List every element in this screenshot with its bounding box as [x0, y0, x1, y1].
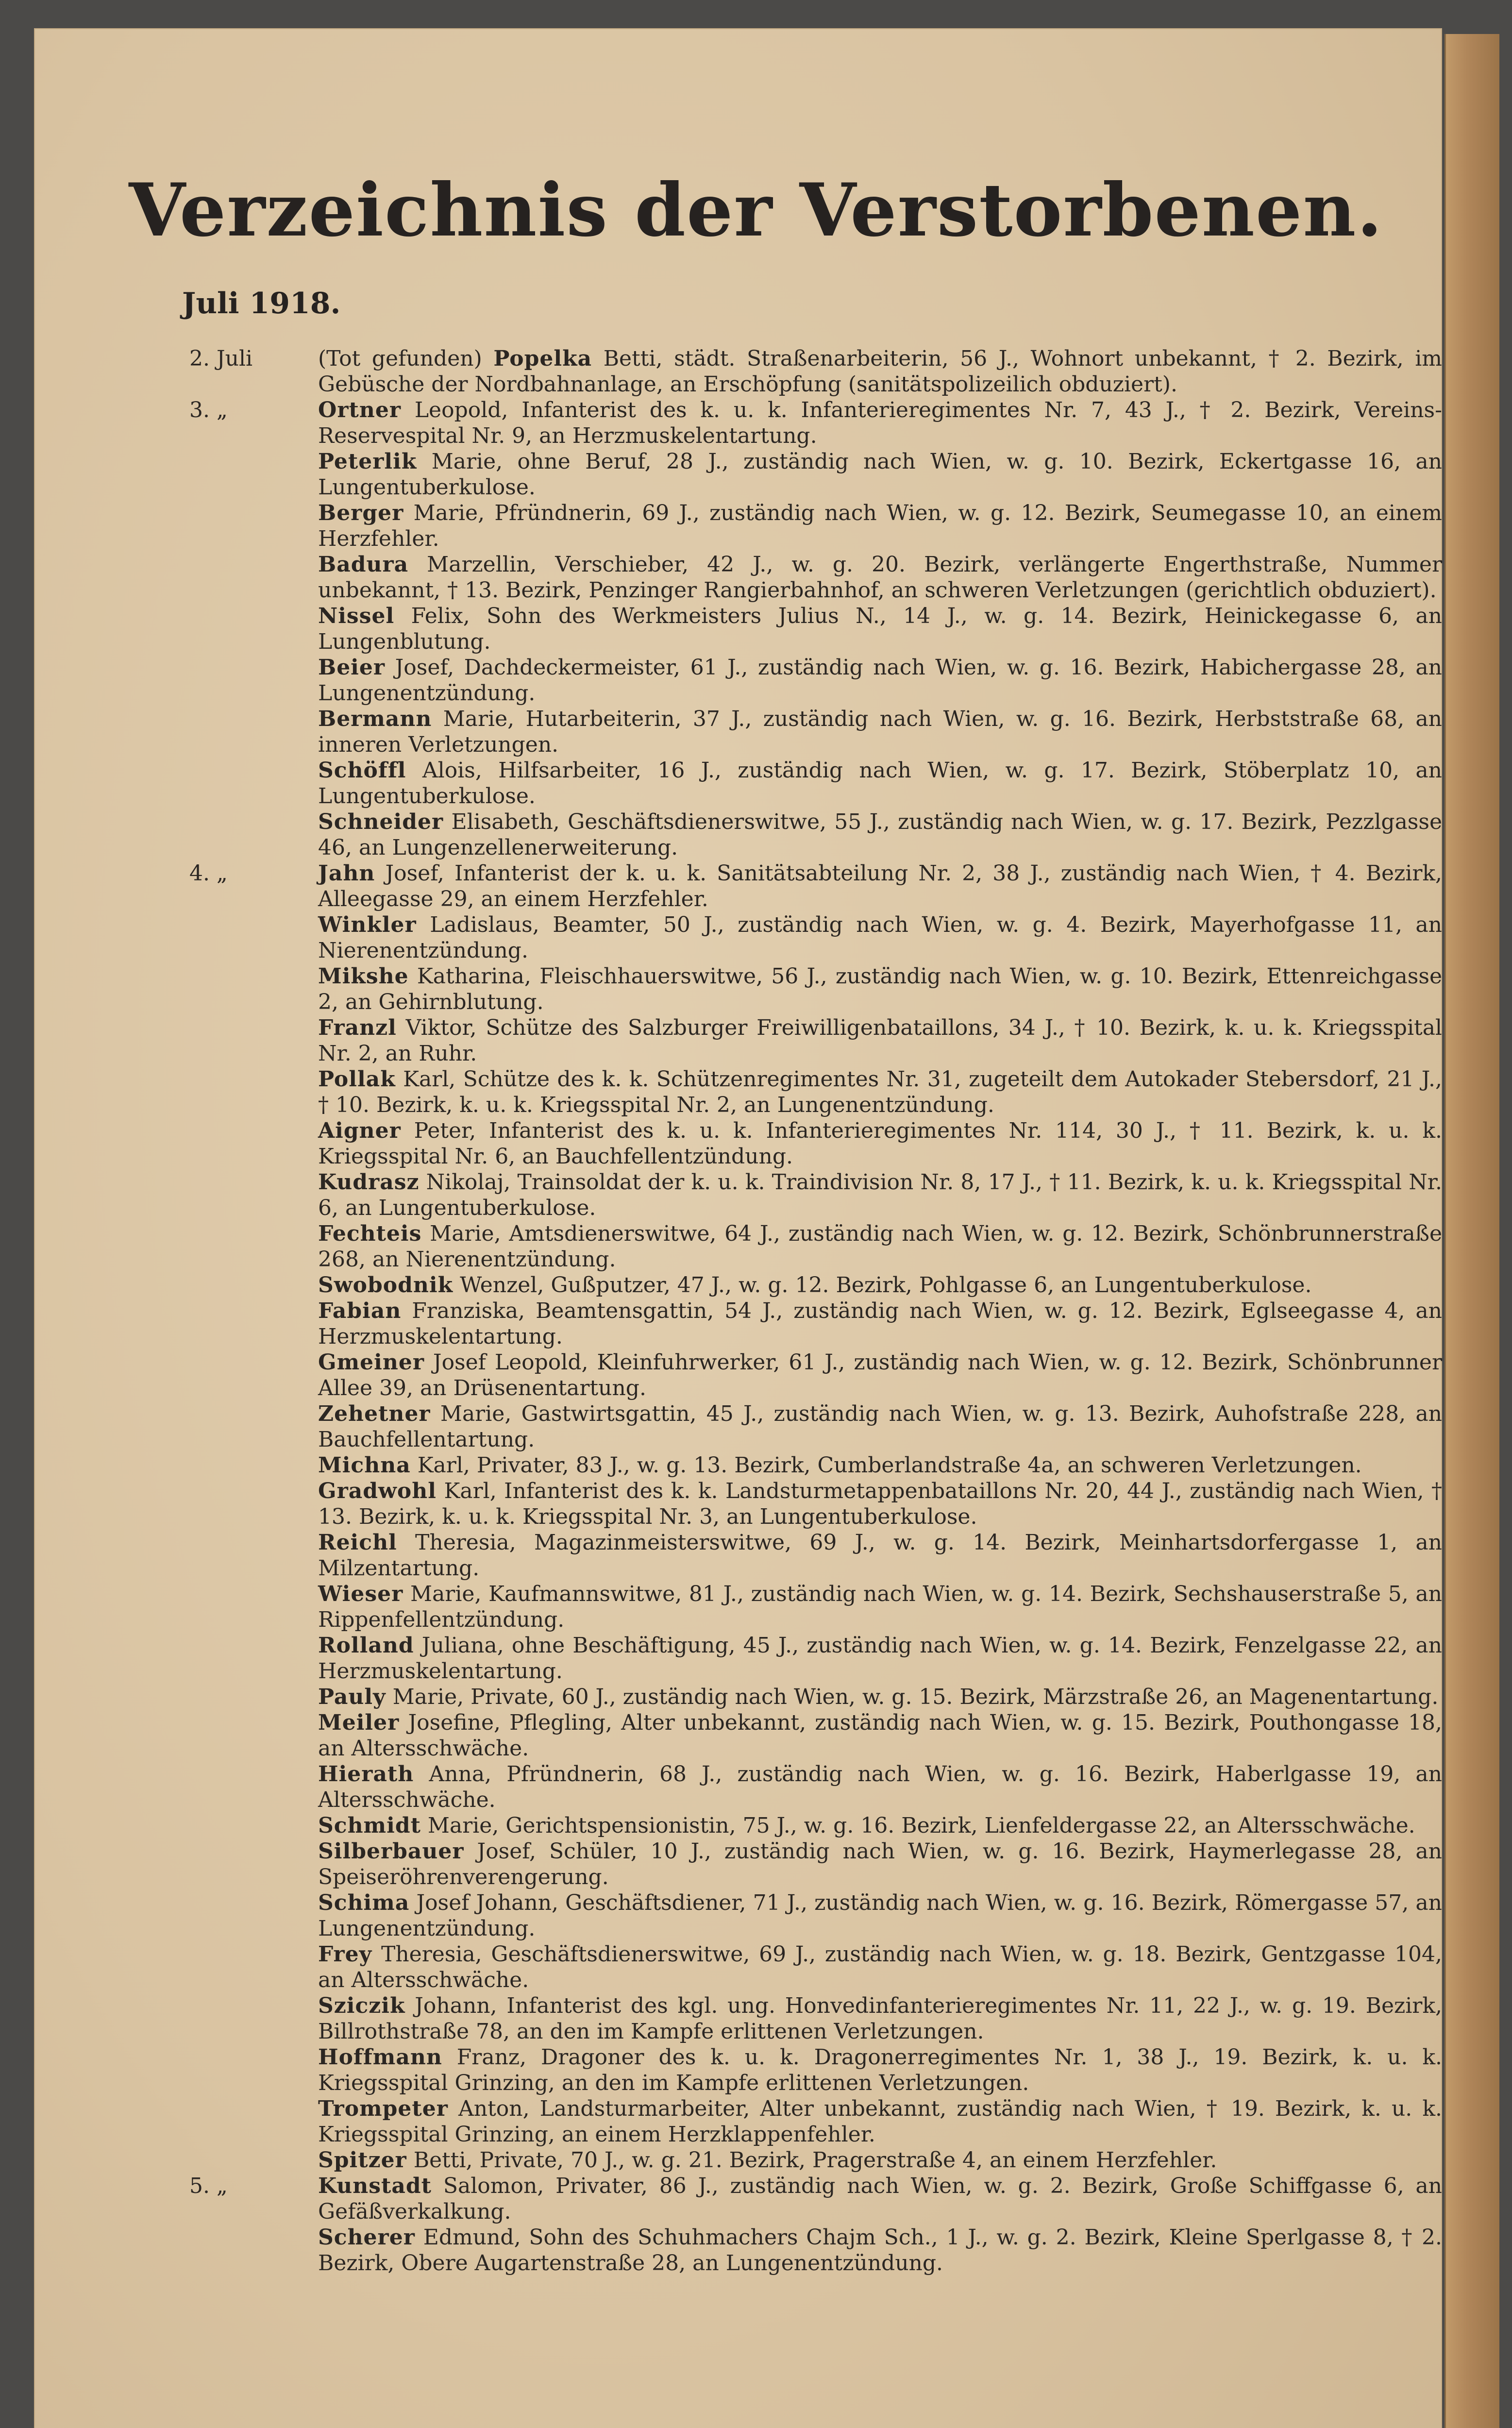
entry-text: Fabian Franziska, Beamtensgattin, 54 J., zuständig nach Wien, w. g. 12. Bezirk, Eglseegasse 4, an Herzmuskelentartung.: [318, 1298, 1442, 1349]
entry-text: Frey Theresia, Geschäftsdienerswitwe, 69 J., zuständig nach Wien, w. g. 18. Bezirk, Gentzgasse 104, an Altersschwäche.: [318, 1942, 1442, 1992]
deceased-surname: Fechteis: [318, 1221, 422, 1246]
register-entry: [189, 1272, 1462, 1298]
deceased-surname: Kudrasz: [318, 1170, 420, 1195]
entry-text: Kunstadt Salomon, Privater, 86 J., zuständig nach Wien, w. g. 2. Bezirk, Große Schiffgasse 6, an Gefäßverkalkung.: [318, 2174, 1442, 2224]
entry-text: Swobodnik Wenzel, Gußputzer, 47 J., w. g. 12. Bezirk, Pohlgasse 6, an Lungentuberkulose.: [318, 1273, 1312, 1298]
register-entry: [189, 1118, 1462, 1169]
entry-text: Winkler Ladislaus, Beamter, 50 J., zuständig nach Wien, w. g. 4. Bezirk, Mayerhofgasse 11, an Nierenentzündung.: [318, 912, 1442, 963]
entry-text: Sziczik Johann, Infanterist des kgl. ung. Honvedinfanterieregimentes Nr. 11, 22 J., w. g. 19. Bezirk, Billrothstraße 78, an den im Kampfe erlittenen Verletzungen.: [318, 1993, 1442, 2044]
deceased-surname: Pollak: [318, 1067, 396, 1092]
register-entry: [189, 758, 1462, 809]
entry-text: Pauly Marie, Private, 60 J., zuständig nach Wien, w. g. 15. Bezirk, Märzstraße 26, an Magenentartung.: [318, 1685, 1439, 1709]
deceased-surname: Silberbauer: [318, 1839, 464, 1864]
entry-date: 5. „: [189, 2174, 228, 2198]
register-entry: [189, 1710, 1462, 1761]
deceased-surname: Popelka: [493, 346, 592, 371]
deceased-surname: Ortner: [318, 398, 401, 422]
deceased-surname: Gradwohl: [318, 1479, 437, 1503]
entry-text: Berger Marie, Pfründnerin, 69 J., zuständig nach Wien, w. g. 12. Bezirk, Seumegasse 10, an einem Herzfehler.: [318, 501, 1442, 551]
deceased-surname: Sziczik: [318, 1993, 405, 2018]
register-entry: [189, 1581, 1462, 1633]
entry-text: Mikshe Katharina, Fleischhauerswitwe, 56 J., zuständig nach Wien, w. g. 10. Bezirk, Ettenreichgasse 2, an Gehirnblutung.: [318, 964, 1442, 1014]
register-entry: [189, 2147, 1462, 2173]
register-entry: [189, 1838, 1462, 1890]
entry-text: Beier Josef, Dachdeckermeister, 61 J., zuständig nach Wien, w. g. 16. Bezirk, Habichergasse 28, an Lungenentzündung.: [318, 655, 1442, 706]
entry-text: Michna Karl, Privater, 83 J., w. g. 13. Bezirk, Cumberlandstraße 4a, an schweren Verletzungen.: [318, 1453, 1362, 1478]
deceased-surname: Nissel: [318, 604, 395, 628]
deceased-surname: Berger: [318, 501, 404, 525]
deceased-surname: Winkler: [318, 912, 417, 937]
deceased-surname: Schima: [318, 1890, 410, 1915]
register-entry: [189, 1633, 1462, 1684]
deceased-surname: Jahn: [318, 861, 375, 886]
entry-text: Zehetner Marie, Gastwirtsgattin, 45 J., zuständig nach Wien, w. g. 13. Bezirk, Auhofstraße 228, an Bauchfellentartung.: [318, 1401, 1442, 1452]
register-entry: [189, 1349, 1462, 1401]
deceased-surname: Zehetner: [318, 1401, 431, 1426]
register-entry: [189, 603, 1462, 655]
entry-text: Fechteis Marie, Amtsdienerswitwe, 64 J., zuständig nach Wien, w. g. 12. Bezirk, Schönbrunnerstraße 268, an Nierenentzündung.: [318, 1221, 1442, 1272]
register-entry: [189, 809, 1462, 860]
entry-text: Franzl Viktor, Schütze des Salzburger Freiwilligenbataillons, 34 J., † 10. Bezirk, k. u. k. Kriegsspital Nr. 2, an Ruhr.: [318, 1015, 1442, 1066]
deceased-surname: Rolland: [318, 1633, 414, 1658]
deceased-surname: Hoffmann: [318, 2045, 442, 2070]
register-entry: [189, 1066, 1462, 1118]
deceased-surname: Scherer: [318, 2225, 415, 2250]
register-entry: [189, 346, 1462, 397]
deceased-surname: Spitzer: [318, 2148, 407, 2173]
deceased-surname: Bermann: [318, 707, 432, 731]
register-entry: [189, 397, 1462, 449]
entry-text: Trompeter Anton, Landsturmarbeiter, Alter unbekannt, zuständig nach Wien, † 19. Bezirk, k. u. k. Kriegsspital Grinzing, an einem Herzklappenfehler.: [318, 2096, 1442, 2147]
register-entry: [189, 1169, 1462, 1221]
entry-date: 2. Juli: [189, 346, 253, 371]
register-entry: [189, 963, 1462, 1015]
deceased-surname: Wieser: [318, 1582, 403, 1606]
deceased-surname: Hierath: [318, 1762, 414, 1787]
register-entry: [189, 1890, 1462, 1941]
register-entry: [189, 1993, 1462, 2044]
page-title: Verzeichnis der Verstorbenen.: [129, 168, 1383, 253]
register-entry: [189, 1478, 1462, 1530]
deceased-surname: Trompeter: [318, 2096, 448, 2121]
entry-text: Schöffl Alois, Hilfsarbeiter, 16 J., zuständig nach Wien, w. g. 17. Bezirk, Stöberplatz 10, an Lungentuberkulose.: [318, 758, 1442, 809]
deceased-surname: Aigner: [318, 1118, 401, 1143]
entry-text: Rolland Juliana, ohne Beschäftigung, 45 J., zuständig nach Wien, w. g. 14. Bezirk, Fenzelgasse 22, an Herzmuskelentartung.: [318, 1633, 1442, 1684]
deceased-surname: Gmeiner: [318, 1350, 425, 1375]
register-entry: [189, 860, 1462, 912]
entry-date: 3. „: [189, 398, 228, 422]
entry-text: Scherer Edmund, Sohn des Schuhmachers Chajm Sch., 1 J., w. g. 2. Bezirk, Kleine Sperlgasse 8, † 2. Bezirk, Obere Augartenstraße 28, an Lungenentzündung.: [318, 2225, 1442, 2276]
deceased-surname: Frey: [318, 1942, 372, 1967]
deceased-surname: Schneider: [318, 809, 444, 834]
deceased-surname: Kunstadt: [318, 2174, 432, 2198]
register-entry: [189, 1761, 1462, 1813]
entry-date: 4. „: [189, 861, 228, 886]
deceased-surname: Schöffl: [318, 758, 406, 783]
register-entry: [189, 1298, 1462, 1349]
register-entry: [189, 1941, 1462, 1993]
entry-text: Schima Josef Johann, Geschäftsdiener, 71 J., zuständig nach Wien, w. g. 16. Bezirk, Römergasse 57, an Lungenentzündung.: [318, 1890, 1442, 1941]
deceased-surname: Reichl: [318, 1530, 397, 1555]
deceased-surname: Meiler: [318, 1710, 400, 1735]
entry-text: Peterlik Marie, ohne Beruf, 28 J., zuständig nach Wien, w. g. 10. Bezirk, Eckertgasse 16, an Lungentuberkulose.: [318, 449, 1442, 500]
entry-text: Aigner Peter, Infanterist des k. u. k. Infanterieregimentes Nr. 114, 30 J., † 11. Bezirk, k. u. k. Kriegsspital Nr. 6, an Bauchfellentzündung.: [318, 1118, 1442, 1169]
register-entry: [189, 2225, 1462, 2276]
register-entry: [189, 2096, 1462, 2147]
register-entry: [189, 912, 1462, 963]
register-entry: [189, 500, 1462, 552]
entry-text: Hierath Anna, Pfründnerin, 68 J., zuständig nach Wien, w. g. 16. Bezirk, Haberlgasse 19, an Altersschwäche.: [318, 1762, 1442, 1812]
entry-text: Ortner Leopold, Infanterist des k. u. k. Infanterieregimentes Nr. 7, 43 J., † 2. Bezirk, Vereins-Reservespital Nr. 9, an Herzmuskelentartung.: [318, 398, 1442, 448]
entry-text: Meiler Josefine, Pflegling, Alter unbekannt, zuständig nach Wien, w. g. 15. Bezirk, Pouthongasse 18, an Altersschwäche.: [318, 1710, 1442, 1761]
entry-text: Wieser Marie, Kaufmannswitwe, 81 J., zuständig nach Wien, w. g. 14. Bezirk, Sechshauserstraße 5, an Rippenfellentzündung.: [318, 1582, 1442, 1632]
register-entry: [189, 552, 1462, 603]
entry-text: Nissel Felix, Sohn des Werkmeisters Julius N., 14 J., w. g. 14. Bezirk, Heinickegasse 6, an Lungenblutung.: [318, 604, 1442, 654]
deceased-surname: Beier: [318, 655, 386, 680]
register-entry: [189, 655, 1462, 706]
month-heading: Juli 1918.: [182, 287, 341, 320]
deceased-surname: Mikshe: [318, 964, 409, 989]
entry-text: Bermann Marie, Hutarbeiterin, 37 J., zuständig nach Wien, w. g. 16. Bezirk, Herbststraße 68, an inneren Verletzungen.: [318, 707, 1442, 757]
deceased-surname: Peterlik: [318, 449, 417, 474]
entry-text: Schmidt Marie, Gerichtspensionistin, 75 J., w. g. 16. Bezirk, Lienfeldergasse 22, an Altersschwäche.: [318, 1813, 1415, 1838]
register-entry: [189, 1452, 1462, 1478]
deceased-surname: Pauly: [318, 1685, 386, 1709]
entry-text: Hoffmann Franz, Dragoner des k. u. k. Dragonerregimentes Nr. 1, 38 J., 19. Bezirk, k. u. k. Kriegsspital Grinzing, an den im Kampfe erlittenen Verletzungen.: [318, 2045, 1442, 2095]
deceased-surname: Schmidt: [318, 1813, 421, 1838]
entry-text: Spitzer Betti, Private, 70 J., w. g. 21. Bezirk, Pragerstraße 4, an einem Herzfehler.: [318, 2148, 1217, 2173]
register-entry: [189, 1401, 1462, 1452]
deceased-surname: Franzl: [318, 1015, 397, 1040]
entry-text: Badura Marzellin, Verschieber, 42 J., w. g. 20. Bezirk, verlängerte Engerthstraße, Nummer unbekannt, † 13. Bezirk, Penzinger Rangierbahnhof, an schweren Verletzungen (gerichtlich obduziert).: [318, 552, 1442, 603]
entry-text: Reichl Theresia, Magazinmeisterswitwe, 69 J., w. g. 14. Bezirk, Meinhartsdorfergasse 1, an Milzentartung.: [318, 1530, 1442, 1581]
entry-text: Jahn Josef, Infanterist der k. u. k. Sanitätsabteilung Nr. 2, 38 J., zuständig nach Wien, † 4. Bezirk, Alleegasse 29, an einem Herzfehler.: [318, 861, 1442, 911]
register-entry: [189, 1813, 1462, 1838]
register-entry: [189, 1221, 1462, 1272]
death-register-list: [189, 346, 1462, 2276]
register-entry: [189, 2044, 1462, 2096]
register-entry: [189, 449, 1462, 500]
entry-text: Kudrasz Nikolaj, Trainsoldat der k. u. k. Traindivision Nr. 8, 17 J., † 11. Bezirk, k. u. k. Kriegsspital Nr. 6, an Lungentuberkulose.: [318, 1170, 1442, 1220]
register-entry: [189, 706, 1462, 758]
register-entry: [189, 1684, 1462, 1710]
deceased-surname: Michna: [318, 1453, 411, 1478]
entry-text: Pollak Karl, Schütze des k. k. Schützenregimentes Nr. 31, zugeteilt dem Autokader Stebersdorf, 21 J., † 10. Bezirk, k. u. k. Kriegsspital Nr. 2, an Lungenentzündung.: [318, 1067, 1442, 1117]
entry-text: Silberbauer Josef, Schüler, 10 J., zuständig nach Wien, w. g. 16. Bezirk, Haymerlegasse 28, an Speiseröhrenverengerung.: [318, 1839, 1442, 1889]
deceased-surname: Badura: [318, 552, 409, 577]
entry-text: (Tot gefunden) Popelka Betti, städt. Straßenarbeiterin, 56 J., Wohnort unbekannt, † 2. Bezirk, im Gebüsche der Nordbahnanlage, an Erschöpfung (sanitätspolizeilich obduziert).: [318, 346, 1442, 397]
register-entry: [189, 2173, 1462, 2225]
deceased-surname: Swobodnik: [318, 1273, 454, 1298]
register-entry: [189, 1530, 1462, 1581]
entry-text: Schneider Elisabeth, Geschäftsdienerswitwe, 55 J., zuständig nach Wien, w. g. 17. Bezirk, Pezzlgasse 46, an Lungenzellenerweiterung.: [318, 809, 1442, 860]
entry-text: Gradwohl Karl, Infanterist des k. k. Landsturmetappenbataillons Nr. 20, 44 J., zuständig nach Wien, † 13. Bezirk, k. u. k. Kriegsspital Nr. 3, an Lungentuberkulose.: [318, 1479, 1442, 1529]
entry-text: Gmeiner Josef Leopold, Kleinfuhrwerker, 61 J., zuständig nach Wien, w. g. 12. Bezirk, Schönbrunner Allee 39, an Drüsenentartung.: [318, 1350, 1442, 1400]
register-entry: [189, 1015, 1462, 1066]
deceased-surname: Fabian: [318, 1298, 402, 1323]
